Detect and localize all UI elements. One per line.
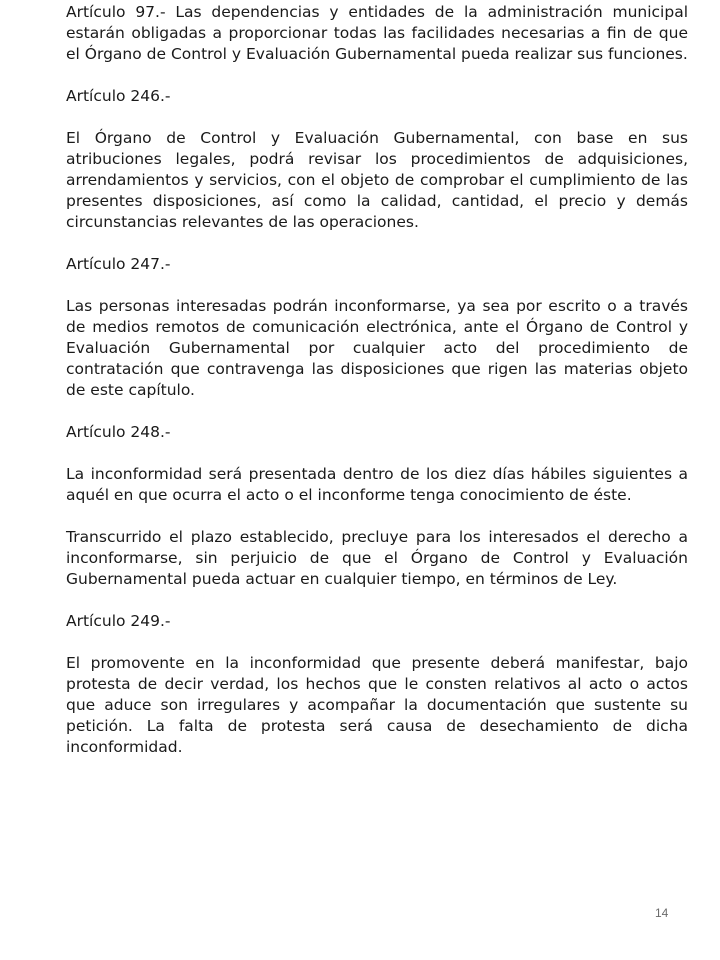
heading-articulo-247: Artículo 247.- <box>66 255 171 273</box>
paragraph-articulo-249: El promovente en la inconformidad que presente deberá manifestar, bajo protesta de decir verdad, los hechos que le consten relativos al acto o actos que aduce son irregulares y acompañar la documentación que sustente su petición. La falta de protesta será causa de desechamiento de dicha inconformidad. <box>66 654 688 756</box>
heading-articulo-248: Artículo 248.- <box>66 423 171 441</box>
heading-articulo-249: Artículo 249.- <box>66 612 171 630</box>
paragraph-articulo-248-a: La inconformidad será presentada dentro de los diez días hábiles siguientes a aquél en que ocurra el acto o el inconforme tenga conocimiento de éste. <box>66 465 688 504</box>
paragraph-articulo-246: El Órgano de Control y Evaluación Gubernamental, con base en sus atribuciones legales, podrá revisar los procedimientos de adquisiciones, arrendamientos y servicios, con el objeto de comprobar el cumplimiento de las presentes disposiciones, así como la calidad, cantidad, el precio y demás circunstancias relevantes de las operaciones. <box>66 129 688 231</box>
paragraph-articulo-248-b: Transcurrido el plazo establecido, precluye para los interesados el derecho a inconformarse, sin perjuicio de que el Órgano de Control y Evaluación Gubernamental pueda actuar en cualquier tiempo, en términos de Ley. <box>66 528 688 588</box>
heading-articulo-246: Artículo 246.- <box>66 87 171 105</box>
document-body <box>66 2 688 779</box>
paragraph-articulo-247: Las personas interesadas podrán inconformarse, ya sea por escrito o a través de medios remotos de comunicación electrónica, ante el Órgano de Control y Evaluación Gubernamental por cualquier acto del procedimiento de contratación que contravenga las disposiciones que rigen las materias objeto de este capítulo. <box>66 297 688 399</box>
paragraph-articulo-97: Artículo 97.- Las dependencias y entidades de la administración municipal estarán obligadas a proporcionar todas las facilidades necesarias a fin de que el Órgano de Control y Evaluación Gubernamental pueda realizar sus funciones. <box>66 3 688 63</box>
page-number: 14 <box>655 906 669 920</box>
